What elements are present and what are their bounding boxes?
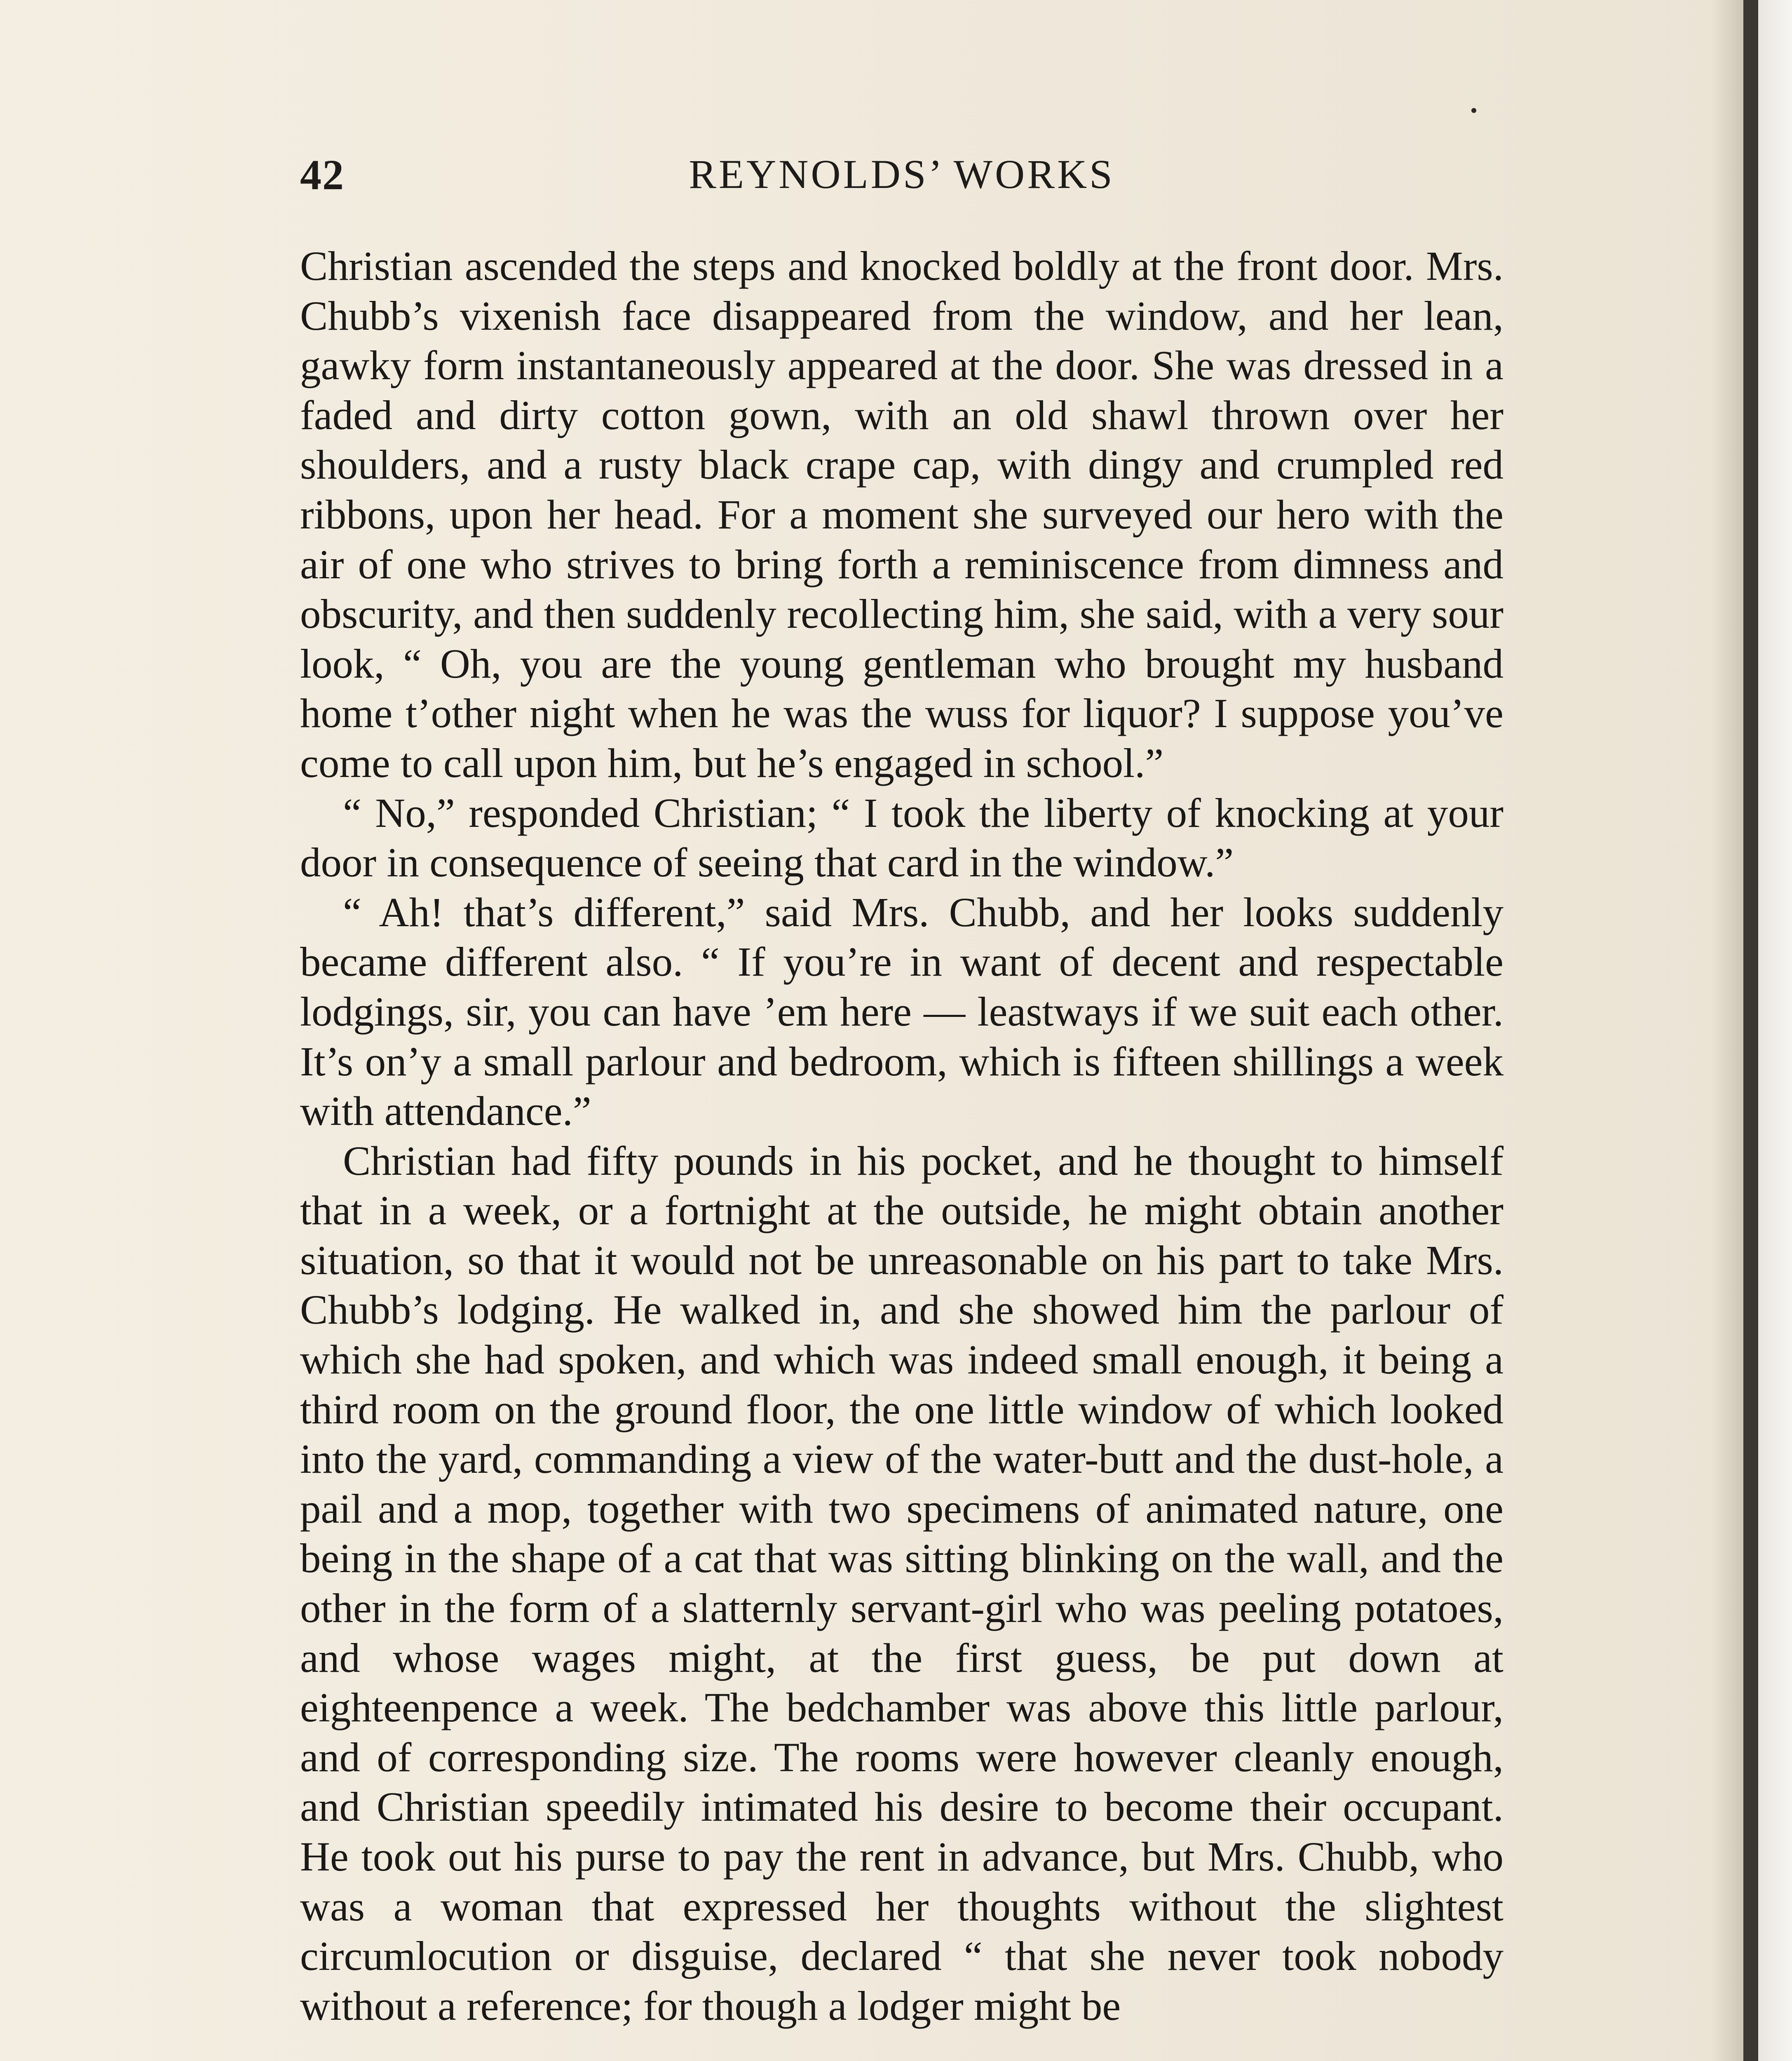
page-header xyxy=(300,150,1503,208)
running-head: REYNOLDS’ WORKS xyxy=(689,151,1115,197)
page-edge-dark xyxy=(1743,0,1758,2061)
paragraph: Christian ascended the steps and knocked boldly at the front door. Mrs. Chubb’s vixenish face disappeared from the window, and her lean, gawky form instantaneously appeared at the door. She was dressed in a faded and dirty cotton gown, with an old shawl thrown over her shoulders, and a rusty black crape cap, with dingy and crumpled red ribbons, upon her head. For a moment she surveyed our hero with the air of one who strives to bring forth a reminiscence from dimness and obscurity, and then suddenly recollecting him, she said, with a very sour look, “ Oh, you are the young gentleman who brought my husband home t’other night when he was the wuss for liquor? I suppose you’ve come to call upon him, but he’s engaged in school.” xyxy=(300,243,1503,786)
paragraph: Christian had fifty pounds in his pocket, and he thought to himself that in a week, or a fortnight at the outside, he might obtain another situation, so that it would not be unreasonable on his part to take Mrs. Chubb’s lodging. He walked in, and she showed him the parlour of which she had spoken, and which was indeed small enough, it being a third room on the ground floor, the one little window of which looked into the yard, commanding a view of the water-butt and the dust-hole, a pail and a mop, together with two specimens of animated nature, one being in the shape of a cat that was sitting blinking on the wall, and the other in the form of a slatternly servant-girl who was peeling potatoes, and whose wages might, at the first guess, be put down at eighteenpence a week. The bedchamber was above this little parlour, and of corresponding size. The rooms were however cleanly enough, and Christian speedily intimated his desire to become their occupant. He took out his purse to pay the rent in advance, but Mrs. Chubb, who was a woman that expressed her thoughts without the slightest circumlocution or disguise, declared “ that she never took nobody without a reference; for though a lodger might be xyxy=(300,1137,1503,2029)
page-edge-shadow xyxy=(1710,0,1743,2061)
page-number: 42 xyxy=(300,151,345,199)
paragraph: “ Ah! that’s different,” said Mrs. Chubb, and her looks suddenly became different also. “ If you’re in want of decent and respectable lodgings, sir, you can have ’em here — leastways if we suit each other. It’s on’y a small parlour and bedroom, which is fifteen shillings a week with attendance.” xyxy=(300,889,1503,1134)
page-edge-margin xyxy=(1758,0,1792,2061)
ink-speck xyxy=(1471,108,1476,113)
body-text xyxy=(300,241,1503,2030)
paragraph: “ No,” responded Christian; “ I took the liberty of knocking at your door in consequence of seeing that card in the window.” xyxy=(300,789,1503,886)
